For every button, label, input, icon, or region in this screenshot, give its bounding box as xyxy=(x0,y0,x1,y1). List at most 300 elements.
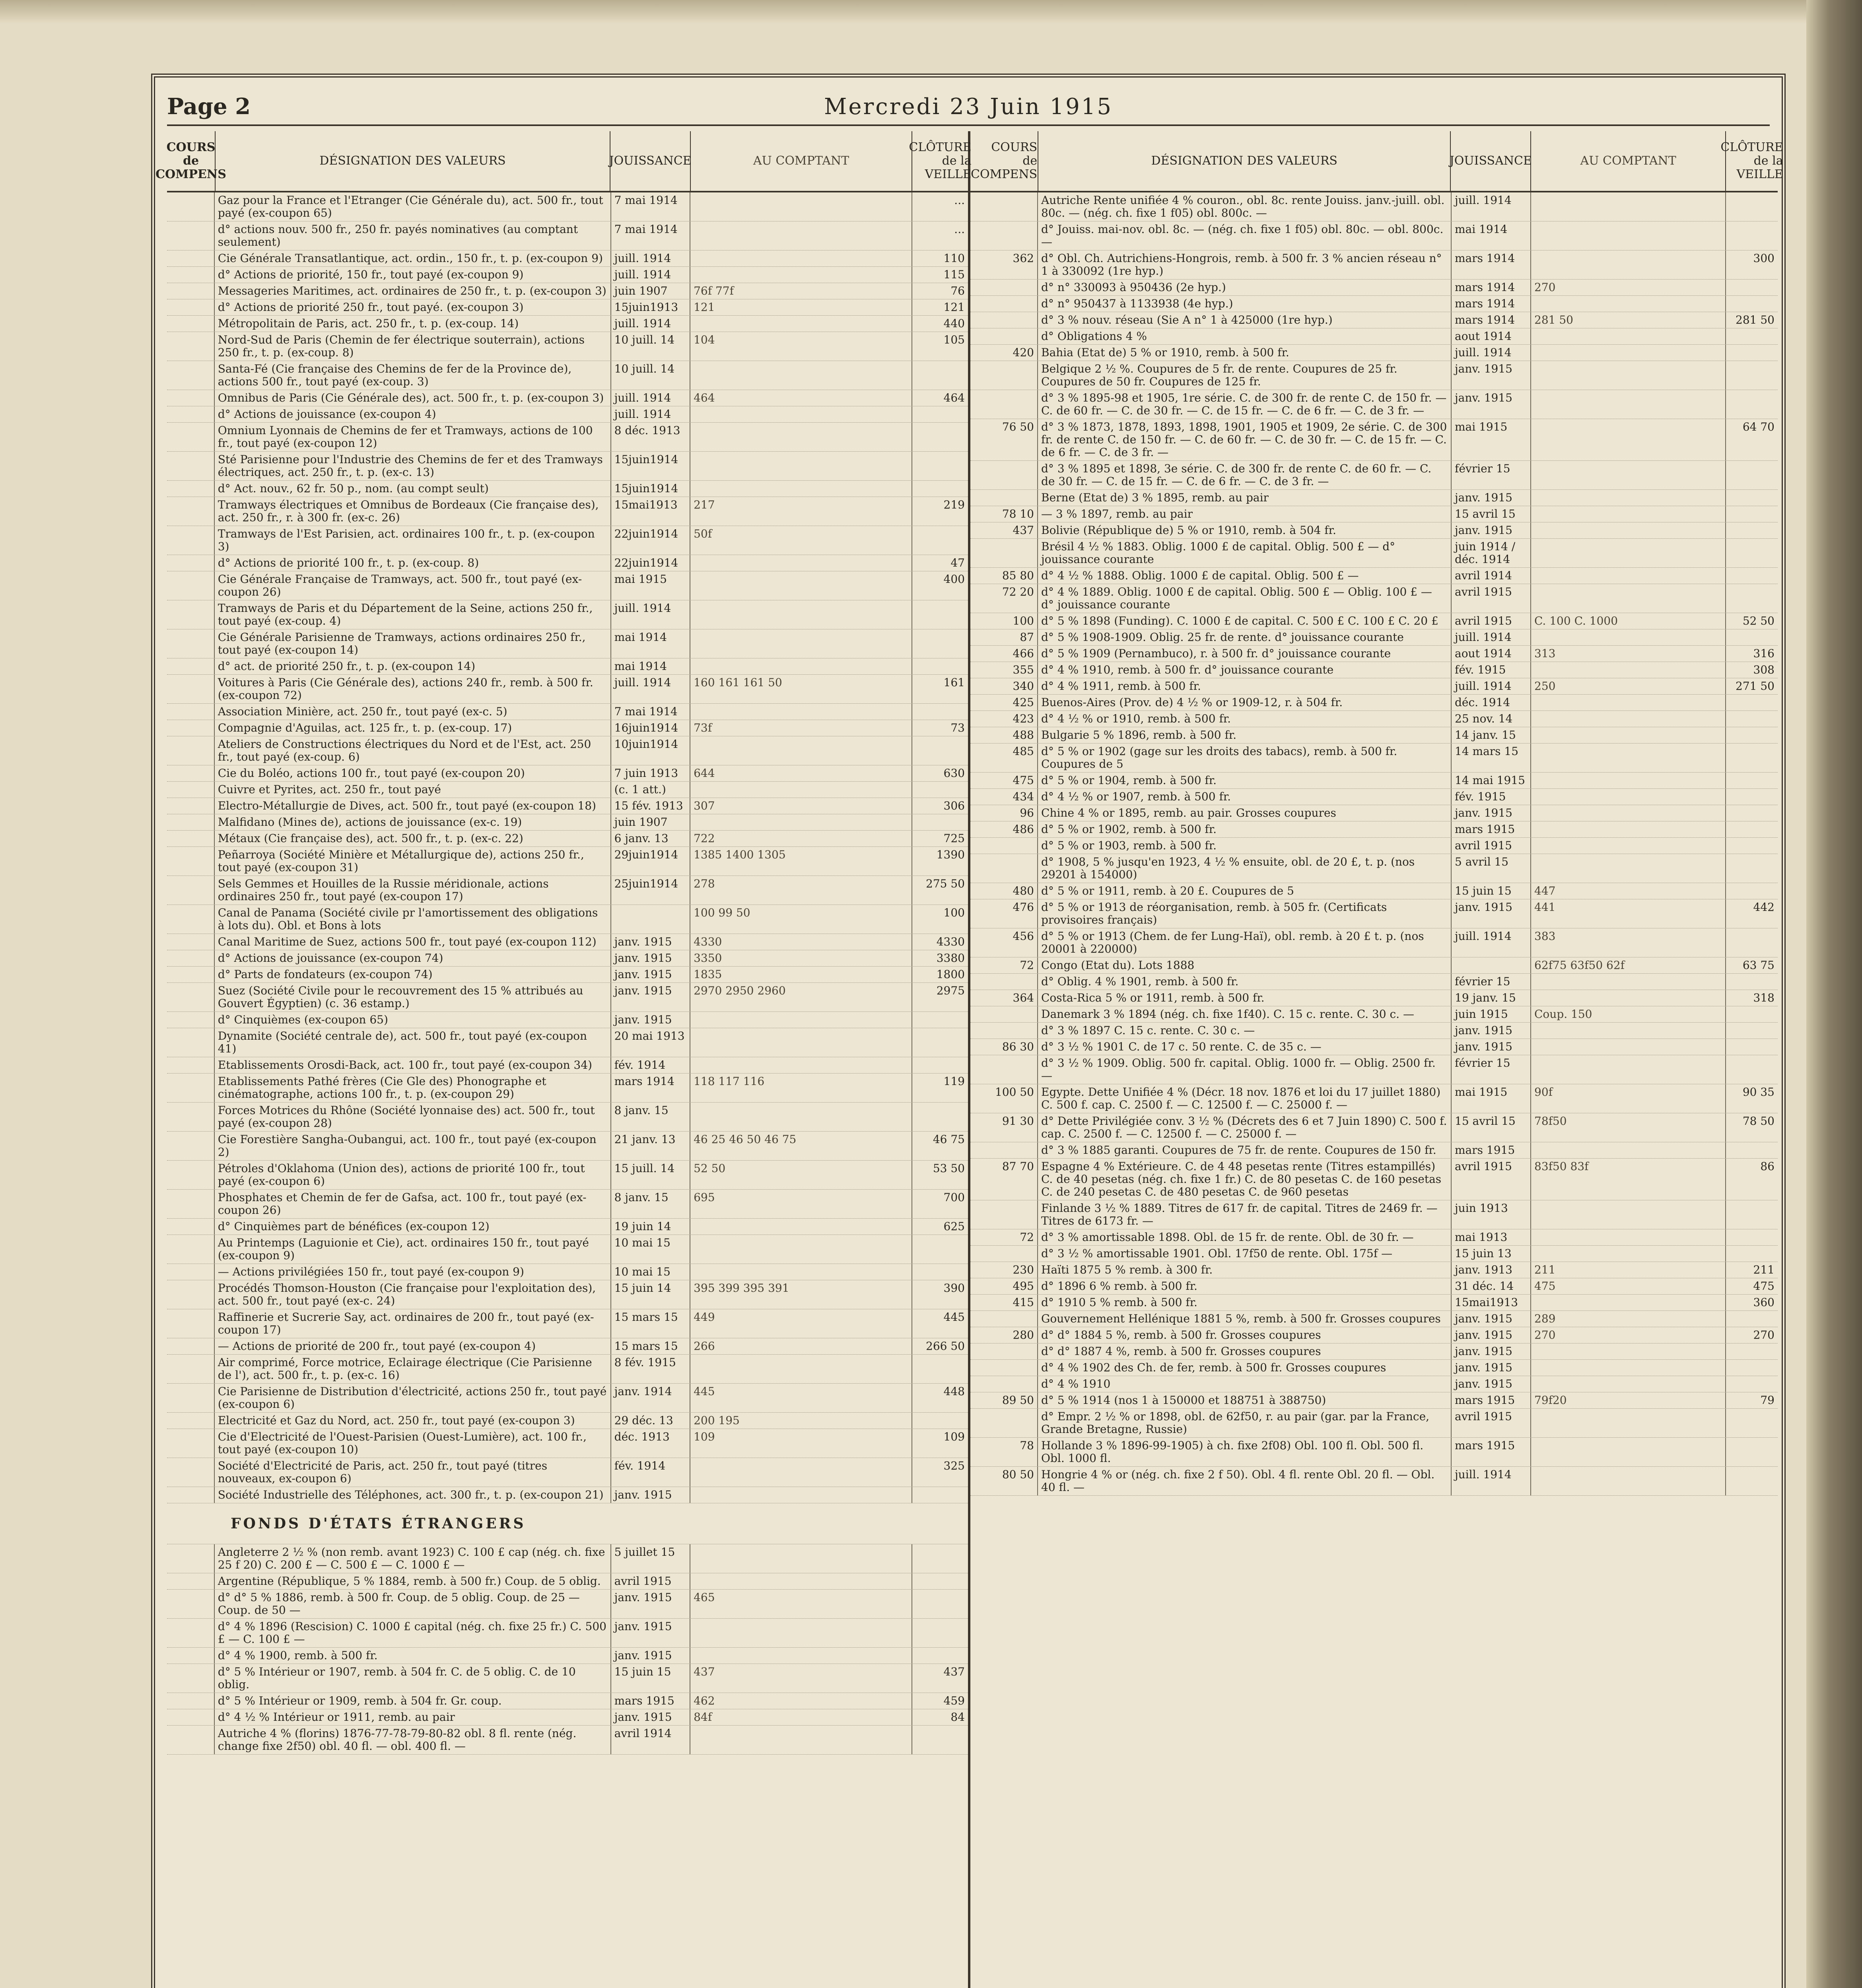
cours-cell xyxy=(970,328,1038,344)
table-row xyxy=(167,555,968,571)
designation-cell: Raffinerie et Sucrerie Say, act. ordinaires de 200 fr., tout payé (ex-coupon 17) xyxy=(215,1309,611,1338)
designation-cell: d° n° 330093 à 950436 (2e hyp.) xyxy=(1038,280,1452,295)
comptant-cell xyxy=(690,1028,912,1057)
jouissance-cell: 14 mai 1915 xyxy=(1452,773,1531,788)
veille-cell: 161 xyxy=(943,676,965,689)
jouissance-cell: fév. 1915 xyxy=(1452,789,1531,805)
veille-cell: 53 50 xyxy=(933,1162,965,1175)
cours-cell: 86 30 xyxy=(970,1039,1038,1055)
designation-cell: Bolivie (République de) 5 % or 1910, remb. à 504 fr. xyxy=(1038,522,1452,538)
table-row xyxy=(970,1055,1778,1084)
cours-cell xyxy=(167,1544,215,1573)
comptant-cell xyxy=(1531,1200,1726,1229)
table-row xyxy=(167,967,968,983)
table-row xyxy=(970,1392,1778,1409)
jouissance-cell: janv. 1915 xyxy=(611,1487,690,1503)
veille-cell xyxy=(912,1544,968,1573)
comptant-cell xyxy=(690,629,912,658)
cours-cell xyxy=(167,1132,215,1160)
veille-cell: 300 xyxy=(1753,252,1775,265)
comptant-cell xyxy=(690,704,912,720)
cours-cell: 480 xyxy=(970,883,1038,899)
veille-cell: 78 50 xyxy=(1742,1114,1775,1128)
veille-cell: 63 75 xyxy=(1742,959,1775,972)
comptant-cell xyxy=(1531,192,1726,221)
cours-cell: 280 xyxy=(970,1327,1038,1343)
cours-cell xyxy=(970,390,1038,419)
veille-cell: 64 70 xyxy=(1742,420,1775,433)
table-row xyxy=(970,461,1778,490)
designation-cell: Danemark 3 % 1894 (nég. ch. fixe 1f40). C. 15 c. rente. C. 30 c. — xyxy=(1038,1006,1452,1022)
comptant-cell xyxy=(690,221,912,250)
designation-cell: d° 1896 6 % remb. à 500 fr. xyxy=(1038,1278,1452,1294)
cours-cell: 425 xyxy=(970,695,1038,711)
veille-cell: 84 xyxy=(950,1710,965,1724)
table-row xyxy=(167,1573,968,1590)
cours-cell xyxy=(167,571,215,600)
jouissance-cell: janv. 1915 xyxy=(611,934,690,950)
jouissance-cell: 7 mai 1914 xyxy=(611,704,690,720)
jouissance-cell: 15 mars 15 xyxy=(611,1338,690,1354)
table-row xyxy=(970,821,1778,838)
table-row xyxy=(970,789,1778,805)
table-row xyxy=(970,854,1778,883)
table-row xyxy=(167,1280,968,1309)
designation-cell: d° 4 % 1889. Oblig. 1000 £ de capital. Oblig. 500 £ — Oblig. 100 £ — d° jouissance courante xyxy=(1038,584,1452,613)
veille-cell xyxy=(1726,1142,1778,1158)
veille-cell: 308 xyxy=(1753,663,1775,676)
table-row xyxy=(970,629,1778,646)
designation-cell: d° 5 % or 1902, remb. à 500 fr. xyxy=(1038,821,1452,837)
cours-cell xyxy=(167,1103,215,1131)
designation-cell: Messageries Maritimes, act. ordinaires de 250 fr., t. p. (ex-coupon 3) xyxy=(215,283,611,299)
designation-cell: Tramways de Paris et du Département de la Seine, actions 250 fr., tout payé (ex-coup. 4) xyxy=(215,600,611,629)
veille-cell: 2975 xyxy=(936,984,965,997)
veille-cell xyxy=(912,1057,968,1073)
table-row xyxy=(167,1664,968,1693)
jouissance-cell: janv. 1915 xyxy=(1452,1311,1531,1327)
veille-cell xyxy=(1726,1311,1778,1327)
designation-cell: Pétroles d'Oklahoma (Union des), actions de priorité 100 fr., tout payé (ex-coupon 6) xyxy=(215,1161,611,1189)
table-row xyxy=(970,838,1778,854)
table-row xyxy=(167,1487,968,1503)
jouissance-cell: janv. 1915 xyxy=(611,1590,690,1618)
cours-cell: 364 xyxy=(970,990,1038,1006)
jouissance-cell: janv. 1915 xyxy=(1452,1039,1531,1055)
comptant-cell: 4330 xyxy=(690,934,912,950)
jouissance-cell: 15 avril 15 xyxy=(1452,1113,1531,1142)
cours-cell xyxy=(970,838,1038,854)
cours-cell xyxy=(167,1057,215,1073)
jouissance-cell: 6 janv. 13 xyxy=(611,831,690,846)
veille-cell xyxy=(912,736,968,765)
veille-cell xyxy=(912,629,968,658)
designation-cell: — Actions privilégiées 150 fr., tout payé (ex-coupon 9) xyxy=(215,1264,611,1280)
jouissance-cell: juin 1907 xyxy=(611,814,690,830)
designation-cell: Santa-Fé (Cie française des Chemins de fer de la Province de), actions 500 fr., tout payé (ex-coup. 3) xyxy=(215,361,611,390)
veille-cell xyxy=(1726,280,1778,295)
table-row xyxy=(970,250,1778,280)
right-header-veille: CLÔTURE de la VEILLE xyxy=(1720,140,1783,181)
veille-cell: 400 xyxy=(943,573,965,586)
table-row xyxy=(167,1161,968,1190)
designation-cell: Suez (Société Civile pour le recouvrement des 15 % attribués au Gouvert Égyptien) (c. 36 estamp.) xyxy=(215,983,611,1011)
designation-cell: d° 5 % or 1911, remb. à 20 £. Coupures de 5 xyxy=(1038,883,1452,899)
comptant-cell xyxy=(1531,974,1726,990)
comptant-cell xyxy=(1531,1343,1726,1359)
jouissance-cell: juin 1914 / déc. 1914 xyxy=(1452,539,1531,567)
comptant-cell: 78f50 xyxy=(1531,1113,1726,1142)
cours-cell xyxy=(167,1190,215,1218)
veille-cell xyxy=(912,1355,968,1383)
veille-cell: 700 xyxy=(943,1191,965,1204)
cours-cell xyxy=(167,1573,215,1589)
designation-cell: Bulgarie 5 % 1896, remb. à 500 fr. xyxy=(1038,727,1452,743)
veille-cell: 115 xyxy=(943,268,965,281)
designation-cell: d° 4 % 1896 (Rescision) C. 1000 £ capital (nég. ch. fixe 25 fr.) C. 500 £ — C. 100 £ — xyxy=(215,1619,611,1647)
cours-cell xyxy=(167,1219,215,1235)
comptant-cell: 449 xyxy=(690,1309,912,1338)
comptant-cell: 211 xyxy=(1531,1262,1726,1278)
veille-cell xyxy=(1726,1409,1778,1437)
designation-cell: d° 5 % 1909 (Pernambuco), r. à 500 fr. d° jouissance courante xyxy=(1038,646,1452,662)
table-row xyxy=(167,1132,968,1161)
veille-cell: 76 xyxy=(950,284,965,297)
cours-cell xyxy=(167,1074,215,1102)
designation-cell: Espagne 4 % Extérieure. C. de 4 48 pesetas rente (Titres estampillés) C. de 40 pesetas (nég. ch. fixe 1 fr.) C. de 80 pesetas C. de 160 pesetas C. de 240 pesetas C. de 480 pesetas C. de 960 pesetas xyxy=(1038,1159,1452,1200)
cours-cell xyxy=(167,192,215,221)
veille-cell xyxy=(912,782,968,798)
comptant-cell: 270 xyxy=(1531,1327,1726,1343)
jouissance-cell: juill. 1914 xyxy=(1452,1467,1531,1495)
cours-cell xyxy=(167,283,215,299)
jouissance-cell: mai 1914 xyxy=(611,629,690,658)
table-row xyxy=(167,361,968,390)
designation-cell: Cie Générale Transatlantique, act. ordin., 150 fr., t. p. (ex-coupon 9) xyxy=(215,250,611,266)
table-row xyxy=(167,1057,968,1074)
table-row xyxy=(970,1006,1778,1023)
left-header-designation: DÉSIGNATION DES VALEURS xyxy=(216,131,610,191)
jouissance-cell: avril 1915 xyxy=(611,1573,690,1589)
jouissance-cell: 14 janv. 15 xyxy=(1452,727,1531,743)
designation-cell: d° Actions de jouissance (ex-coupon 74) xyxy=(215,950,611,966)
veille-cell xyxy=(912,1413,968,1429)
jouissance-cell: 7 juin 1913 xyxy=(611,765,690,781)
designation-cell: Air comprimé, Force motrice, Eclairage électrique (Cie Parisienne de l'), act. 500 fr., t. p. (ex-c. 16) xyxy=(215,1355,611,1383)
designation-cell: Sté Parisienne pour l'Industrie des Chemins de fer et des Tramways électriques, act. 250 fr., t. p. (ex-c. 13) xyxy=(215,452,611,480)
cours-cell xyxy=(167,831,215,846)
jouissance-cell xyxy=(1452,957,1531,973)
designation-cell: Canal de Panama (Société civile pr l'amortissement des obligations à lots du). Obl. et Bons à lots xyxy=(215,905,611,934)
comptant-cell: 104 xyxy=(690,332,912,361)
designation-cell: d° 4 % 1902 des Ch. de fer, remb. à 500 fr. Grosses coupures xyxy=(1038,1360,1452,1376)
comptant-cell: 62f75 63f50 62f xyxy=(1531,957,1726,973)
veille-cell xyxy=(1726,1376,1778,1392)
table-row xyxy=(167,497,968,526)
veille-cell xyxy=(912,481,968,497)
comptant-cell: 79f20 xyxy=(1531,1392,1726,1408)
comptant-cell xyxy=(1531,490,1726,506)
comptant-cell: 121 xyxy=(690,299,912,315)
veille-cell xyxy=(1726,821,1778,837)
table-row xyxy=(167,1726,968,1755)
jouissance-cell: 8 déc. 1913 xyxy=(611,423,690,451)
comptant-cell xyxy=(690,555,912,571)
veille-cell xyxy=(912,526,968,555)
designation-cell: d° 4 ½ % Intérieur or 1911, remb. au pair xyxy=(215,1709,611,1725)
comptant-cell: 307 xyxy=(690,798,912,814)
jouissance-cell: 5 avril 15 xyxy=(1452,854,1531,883)
veille-cell xyxy=(912,1487,968,1503)
veille-cell: 445 xyxy=(943,1310,965,1324)
veille-cell xyxy=(912,658,968,674)
comptant-cell xyxy=(1531,1142,1726,1158)
veille-cell: 110 xyxy=(943,252,965,265)
cours-cell: 456 xyxy=(970,928,1038,957)
jouissance-cell: juill. 1914 xyxy=(611,250,690,266)
designation-cell: d° Jouiss. mai-nov. obl. 8c. — (nég. ch. fixe 1 f05) obl. 80c. — obl. 800c. — xyxy=(1038,221,1452,250)
table-row xyxy=(970,506,1778,522)
table-row xyxy=(167,1709,968,1726)
page-date: Mercredi 23 Juin 1915 xyxy=(824,93,1113,120)
comptant-cell xyxy=(690,571,912,600)
jouissance-cell: janv. 1915 xyxy=(611,950,690,966)
jouissance-cell: aout 1914 xyxy=(1452,328,1531,344)
left-header-jouissance: JOUISSANCE xyxy=(610,131,691,191)
cours-cell xyxy=(167,1280,215,1309)
veille-cell xyxy=(912,1235,968,1264)
jouissance-cell: juill. 1914 xyxy=(611,675,690,703)
table-row xyxy=(167,876,968,905)
veille-cell: 442 xyxy=(1753,901,1775,914)
table-row xyxy=(970,1262,1778,1278)
cours-cell xyxy=(167,967,215,982)
cours-cell: 340 xyxy=(970,678,1038,694)
jouissance-cell: mars 1914 xyxy=(1452,296,1531,312)
jouissance-cell: 10 juill. 14 xyxy=(611,361,690,390)
cours-cell xyxy=(167,600,215,629)
cours-cell: 420 xyxy=(970,345,1038,361)
cours-cell xyxy=(167,221,215,250)
veille-cell xyxy=(912,423,968,451)
jouissance-cell: 15juin1914 xyxy=(611,452,690,480)
designation-cell: d° 5 % 1898 (Funding). C. 1000 £ de capital. C. 500 £ C. 100 £ C. 20 £ xyxy=(1038,613,1452,629)
comptant-cell xyxy=(690,1012,912,1028)
veille-cell xyxy=(912,1726,968,1754)
veille-cell: 725 xyxy=(943,832,965,845)
jouissance-cell: avril 1915 xyxy=(1452,838,1531,854)
table-row xyxy=(167,1429,968,1458)
table-row xyxy=(167,1619,968,1648)
cours-cell xyxy=(970,1200,1038,1229)
jouissance-cell: 10 mai 15 xyxy=(611,1264,690,1280)
table-row xyxy=(970,613,1778,629)
right-column xyxy=(970,131,1783,1988)
veille-cell: 105 xyxy=(943,333,965,346)
jouissance-cell: 10 mai 15 xyxy=(611,1235,690,1264)
cours-cell: 89 50 xyxy=(970,1392,1038,1408)
veille-cell xyxy=(912,1648,968,1664)
table-row xyxy=(167,831,968,847)
cours-cell xyxy=(167,782,215,798)
veille-cell: 281 50 xyxy=(1736,313,1775,326)
cours-cell xyxy=(970,490,1038,506)
comptant-cell: 52 50 xyxy=(690,1161,912,1189)
veille-cell: 625 xyxy=(943,1220,965,1233)
designation-cell: Cuivre et Pyrites, act. 250 fr., tout payé xyxy=(215,782,611,798)
designation-cell: d° 1910 5 % remb. à 500 fr. xyxy=(1038,1295,1452,1310)
designation-cell: Finlande 3 ½ % 1889. Titres de 617 fr. de capital. Titres de 2469 fr. — Titres de 6173 fr. — xyxy=(1038,1200,1452,1229)
jouissance-cell: mars 1914 xyxy=(611,1074,690,1102)
designation-cell: Gaz pour la France et l'Etranger (Cie Générale du), act. 500 fr., tout payé (ex-coupon 65) xyxy=(215,192,611,221)
comptant-cell xyxy=(1531,773,1726,788)
jouissance-cell: janv. 1915 xyxy=(1452,390,1531,419)
cours-cell xyxy=(970,1360,1038,1376)
jouissance-cell: février 15 xyxy=(1452,1055,1531,1084)
comptant-cell xyxy=(1531,727,1726,743)
comptant-cell xyxy=(690,1355,912,1383)
table-row xyxy=(970,1278,1778,1295)
cours-cell xyxy=(970,1311,1038,1327)
designation-cell: Belgique 2 ½ %. Coupures de 5 fr. de rente. Coupures de 25 fr. Coupures de 50 fr. Coupures de 125 fr. xyxy=(1038,361,1452,390)
veille-cell: 318 xyxy=(1753,991,1775,1004)
table-row xyxy=(970,1327,1778,1343)
veille-cell: 79 xyxy=(1760,1394,1775,1407)
jouissance-cell: février 15 xyxy=(1452,974,1531,990)
comptant-cell xyxy=(1531,744,1726,772)
comptant-cell xyxy=(1531,1376,1726,1392)
veille-cell: 464 xyxy=(943,391,965,404)
veille-cell: 316 xyxy=(1753,647,1775,660)
designation-cell: Argentine (République, 5 % 1884, remb. à 500 fr.) Coup. de 5 oblig. xyxy=(215,1573,611,1589)
comptant-cell xyxy=(690,736,912,765)
jouissance-cell: fév. 1914 xyxy=(611,1458,690,1487)
table-row xyxy=(970,361,1778,390)
cours-cell xyxy=(167,1590,215,1618)
cours-cell xyxy=(167,950,215,966)
veille-cell xyxy=(1726,584,1778,613)
comptant-cell xyxy=(690,1487,912,1503)
designation-cell: Etablissements Orosdi-Back, act. 100 fr., tout payé (ex-coupon 34) xyxy=(215,1057,611,1073)
comptant-cell: 695 xyxy=(690,1190,912,1218)
veille-cell xyxy=(1726,568,1778,584)
veille-cell xyxy=(1726,296,1778,312)
jouissance-cell: janv. 1915 xyxy=(1452,361,1531,390)
designation-cell: Procédés Thomson-Houston (Cie française pour l'exploitation des), act. 500 fr., tout payé (ex-c. 24) xyxy=(215,1280,611,1309)
designation-cell: d° 5 % Intérieur or 1909, remb. à 504 fr. Gr. coup. xyxy=(215,1693,611,1709)
jouissance-cell: mai 1915 xyxy=(1452,419,1531,460)
designation-cell: d° Actions de jouissance (ex-coupon 4) xyxy=(215,406,611,422)
designation-cell: d° Actions de priorité 100 fr., t. p. (ex-coup. 8) xyxy=(215,555,611,571)
veille-cell xyxy=(1726,539,1778,567)
cours-cell: 78 xyxy=(970,1438,1038,1466)
cours-cell xyxy=(167,1264,215,1280)
designation-cell: Cie du Boléo, actions 100 fr., tout payé (ex-coupon 20) xyxy=(215,765,611,781)
comptant-cell xyxy=(1531,662,1726,678)
comptant-cell xyxy=(1531,250,1726,279)
table-row xyxy=(970,883,1778,899)
table-row xyxy=(167,250,968,267)
jouissance-cell: mars 1915 xyxy=(1452,1142,1531,1158)
comptant-cell xyxy=(690,452,912,480)
designation-cell: Chine 4 % or 1895, remb. au pair. Grosses coupures xyxy=(1038,805,1452,821)
comptant-cell: 100 99 50 xyxy=(690,905,912,934)
comptant-cell xyxy=(690,267,912,283)
jouissance-cell: avril 1915 xyxy=(1452,1159,1531,1200)
comptant-cell: 313 xyxy=(1531,646,1726,662)
table-row xyxy=(970,1438,1778,1467)
jouissance-cell: janv. 1915 xyxy=(611,1709,690,1725)
cours-cell: 76 50 xyxy=(970,419,1038,460)
jouissance-cell: mars 1914 xyxy=(1452,280,1531,295)
comptant-cell: 73f xyxy=(690,720,912,736)
designation-cell: d° 4 % 1911, remb. à 500 fr. xyxy=(1038,678,1452,694)
designation-cell: Métropolitain de Paris, act. 250 fr., t. p. (ex-coup. 14) xyxy=(215,316,611,332)
designation-cell: Cie d'Electricité de l'Ouest-Parisien (Ouest-Lumière), act. 100 fr., tout payé (ex-coupon 10) xyxy=(215,1429,611,1458)
table-row xyxy=(167,814,968,831)
right-table-body xyxy=(970,192,1778,1988)
comptant-cell: 83f50 83f xyxy=(1531,1159,1726,1200)
table-row xyxy=(167,452,968,481)
designation-cell: Cie Générale Parisienne de Tramways, actions ordinaires 250 fr., tout payé (ex-coupon 14) xyxy=(215,629,611,658)
right-header-jouissance: JOUISSANCE xyxy=(1451,131,1531,191)
table-row xyxy=(970,390,1778,419)
table-row xyxy=(970,1409,1778,1438)
table-row xyxy=(167,526,968,555)
cours-cell xyxy=(167,406,215,422)
veille-cell: 4330 xyxy=(936,935,965,948)
table-row xyxy=(167,1338,968,1355)
designation-cell: Tramways de l'Est Parisien, act. ordinaires 100 fr., t. p. (ex-coupon 3) xyxy=(215,526,611,555)
comptant-cell xyxy=(1531,1055,1726,1084)
cours-cell: 415 xyxy=(970,1295,1038,1310)
designation-cell: Malfidano (Mines de), actions de jouissance (ex-c. 19) xyxy=(215,814,611,830)
cours-cell: 100 50 xyxy=(970,1084,1038,1113)
cours-cell xyxy=(970,192,1038,221)
designation-cell: d° 5 % 1908-1909. Oblig. 25 fr. de rente. d° jouissance courante xyxy=(1038,629,1452,645)
designation-cell: Omnium Lyonnais de Chemins de fer et Tramways, actions de 100 fr., tout payé (ex-coupon 12) xyxy=(215,423,611,451)
veille-cell: 325 xyxy=(943,1459,965,1472)
comptant-cell: 437 xyxy=(690,1664,912,1693)
comptant-cell xyxy=(690,1573,912,1589)
designation-cell: d° 5 % or 1904, remb. à 500 fr. xyxy=(1038,773,1452,788)
table-row xyxy=(970,1039,1778,1055)
jouissance-cell: 8 janv. 15 xyxy=(611,1190,690,1218)
jouissance-cell: janv. 1915 xyxy=(611,1648,690,1664)
right-header-designation: DÉSIGNATION DES VALEURS xyxy=(1038,131,1451,191)
jouissance-cell: mai 1914 xyxy=(1452,221,1531,250)
cours-cell xyxy=(167,1648,215,1664)
designation-cell: Canal Maritime de Suez, actions 500 fr., tout payé (ex-coupon 112) xyxy=(215,934,611,950)
veille-cell: 1800 xyxy=(936,968,965,981)
veille-cell: 3380 xyxy=(936,951,965,965)
jouissance-cell: 7 mai 1914 xyxy=(611,221,690,250)
veille-cell xyxy=(1726,361,1778,390)
designation-cell: Brésil 4 ½ % 1883. Oblig. 1000 £ de capital. Oblig. 500 £ — d° jouissance courante xyxy=(1038,539,1452,567)
jouissance-cell: 8 janv. 15 xyxy=(611,1103,690,1131)
jouissance-cell: 14 mars 15 xyxy=(1452,744,1531,772)
jouissance-cell: juill. 1914 xyxy=(611,316,690,332)
comptant-cell xyxy=(690,1057,912,1073)
veille-cell xyxy=(1726,328,1778,344)
table-row xyxy=(970,974,1778,990)
cours-cell xyxy=(167,675,215,703)
jouissance-cell: juin 1915 xyxy=(1452,1006,1531,1022)
designation-cell: d° actions nouv. 500 fr., 250 fr. payés nominatives (au comptant seulement) xyxy=(215,221,611,250)
veille-cell xyxy=(1726,629,1778,645)
jouissance-cell: janv. 1914 xyxy=(611,1384,690,1412)
comptant-cell xyxy=(1531,821,1726,837)
